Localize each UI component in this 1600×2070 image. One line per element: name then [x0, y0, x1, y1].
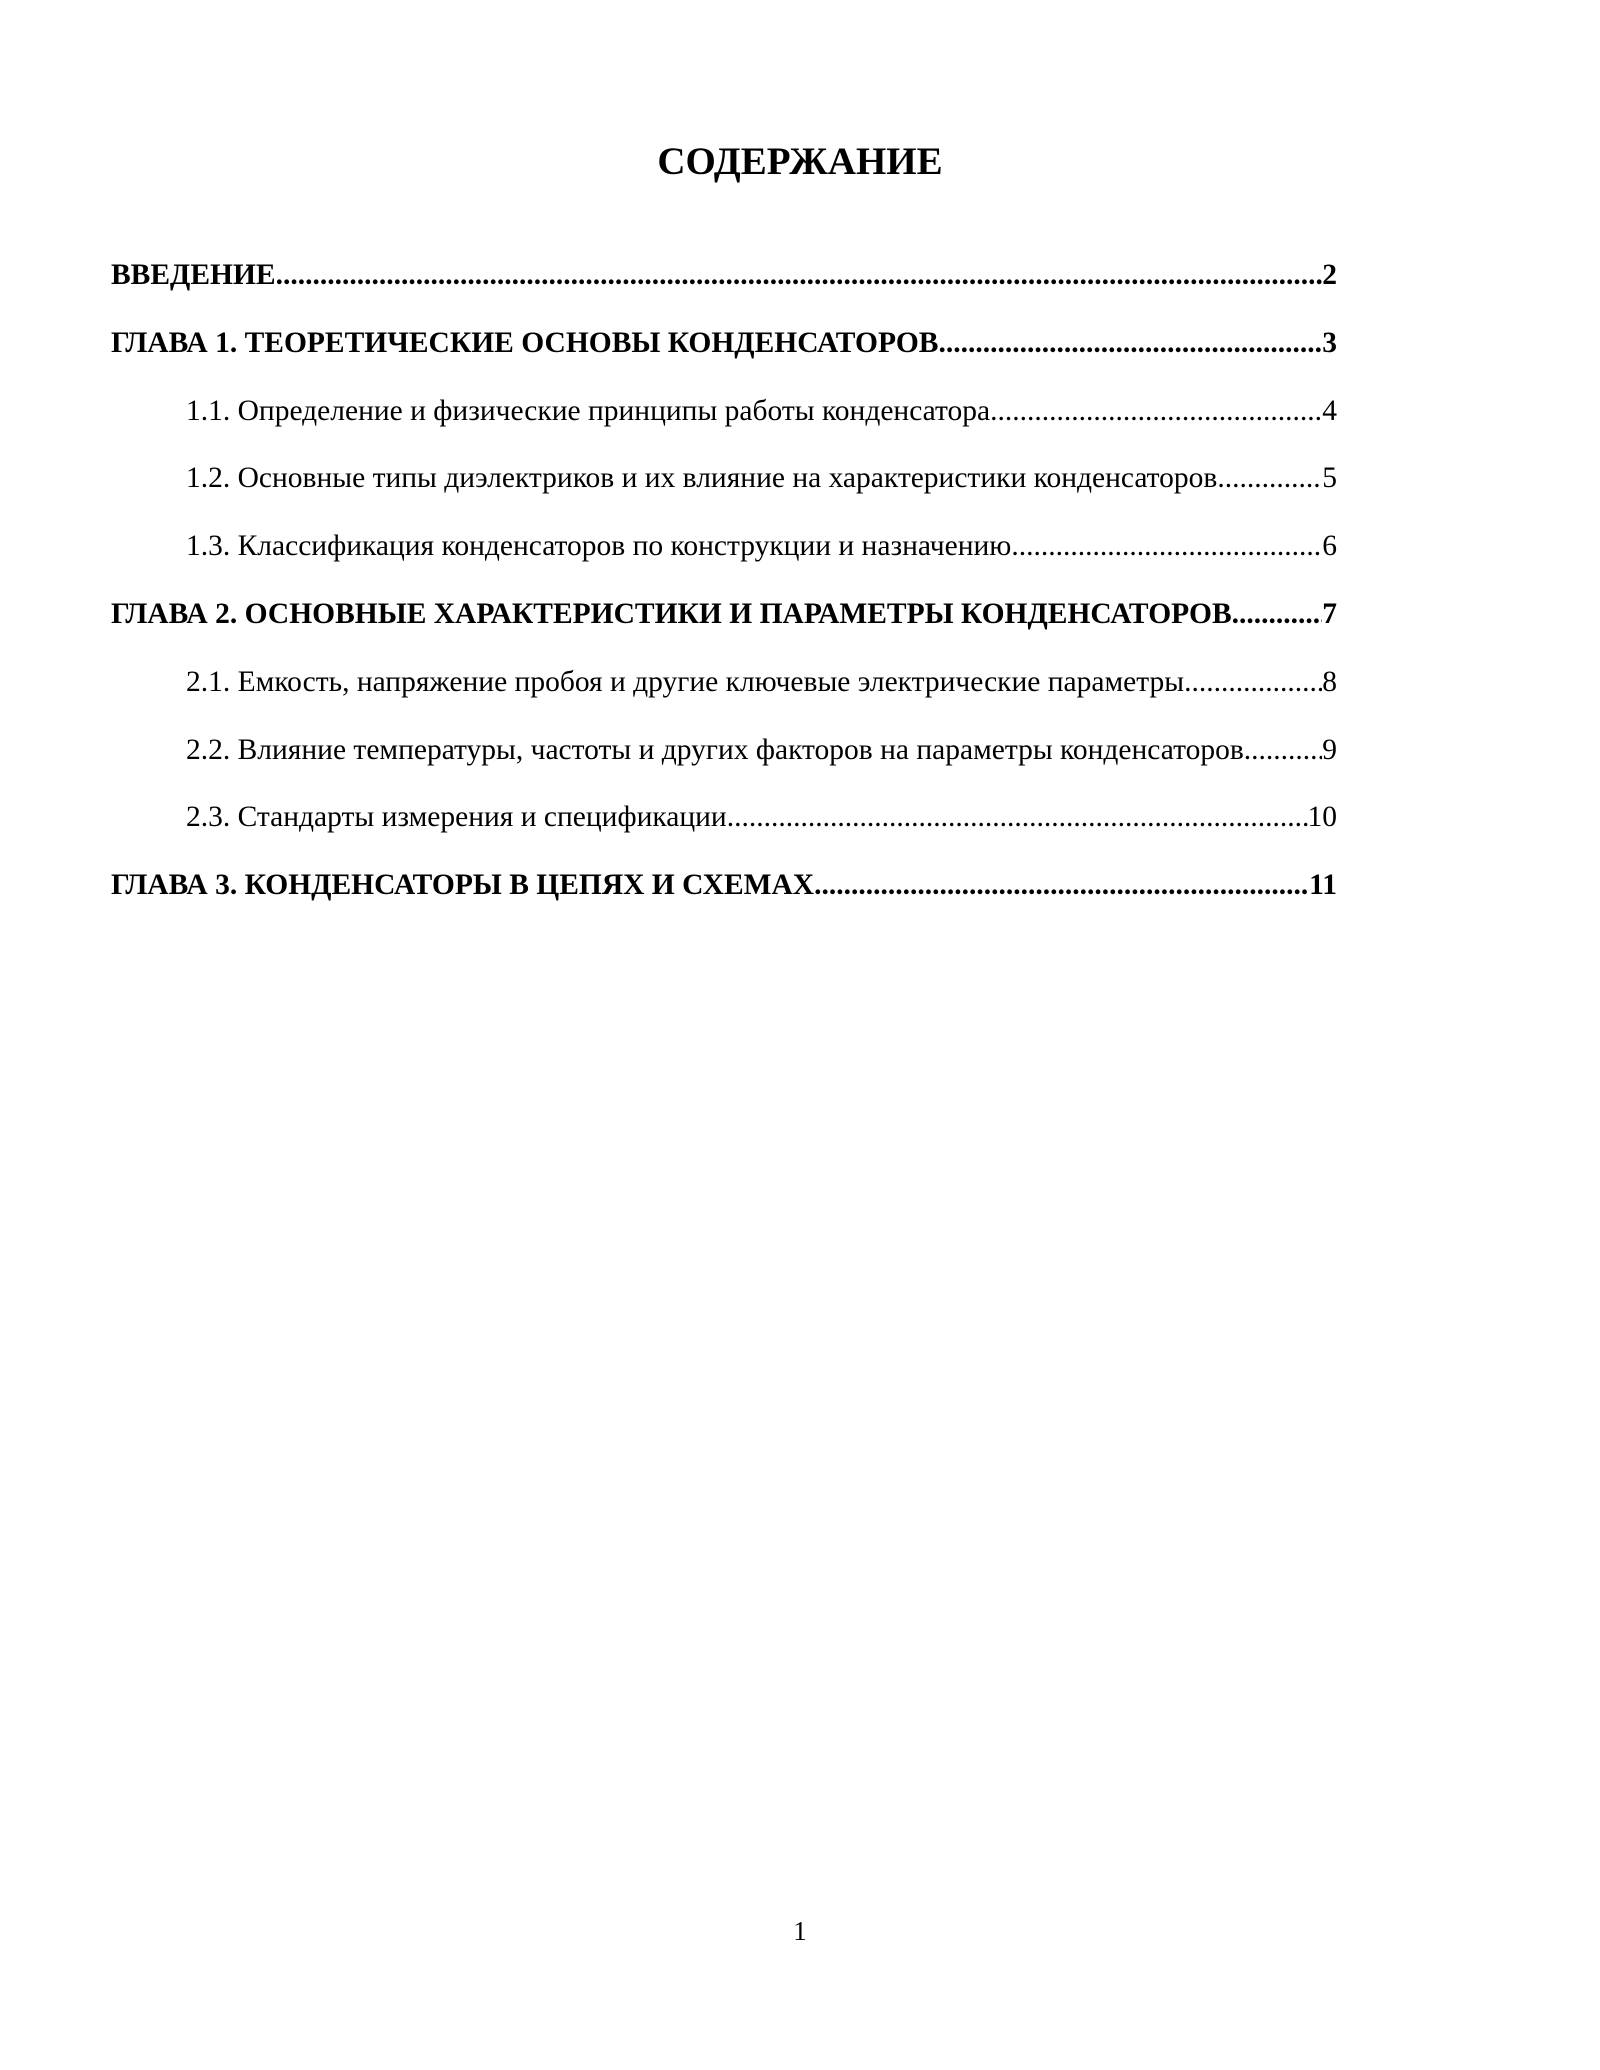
toc-entry-section-1-2[interactable] — [111, 453, 1337, 521]
toc-entry-page: 8 — [1322, 665, 1337, 698]
toc-entry-label: ГЛАВА 2. ОСНОВНЫЕ ХАРАКТЕРИСТИКИ И ПАРАМЕТРЫ КОНДЕНСАТОРОВ — [111, 597, 1232, 630]
toc-entry-chapter-1[interactable] — [111, 318, 1337, 386]
toc-dot-leader — [938, 318, 1322, 368]
toc-dot-leader — [1232, 589, 1323, 639]
toc-entry-page: 2 — [1322, 259, 1337, 291]
toc-entry-page: 4 — [1322, 394, 1337, 427]
page-title: СОДЕРЖАНИЕ — [657, 140, 943, 184]
toc-entry-section-2-2[interactable] — [111, 725, 1337, 793]
toc-dot-leader — [1011, 521, 1322, 571]
toc-dot-leader — [1217, 453, 1322, 503]
toc-dot-leader — [727, 792, 1308, 842]
page-number: 1 — [793, 1916, 807, 1946]
toc-entry-label: 1.3. Классификация конденсаторов по конструкции и назначению — [186, 530, 1012, 563]
toc-entry-page: 7 — [1322, 597, 1337, 630]
toc-entry-page: 9 — [1322, 733, 1337, 766]
toc-entry-page: 6 — [1322, 530, 1337, 563]
toc-entry-label: 2.3. Стандарты измерения и спецификации — [186, 801, 727, 834]
toc-entry-page: 11 — [1309, 869, 1337, 902]
toc-entry-chapter-2[interactable] — [111, 589, 1337, 657]
toc-entry-label: 1.2. Основные типы диэлектриков и их влияние на характеристики конденсаторов — [186, 462, 1218, 495]
toc-entry-chapter-3[interactable] — [111, 860, 1337, 928]
toc-dot-leader — [1244, 725, 1322, 775]
toc-entry-section-2-1[interactable] — [111, 657, 1337, 725]
toc-entry-label: ГЛАВА 1. ТЕОРЕТИЧЕСКИЕ ОСНОВЫ КОНДЕНСАТОРОВ — [111, 326, 939, 359]
toc-entry-section-1-1[interactable] — [111, 386, 1337, 454]
toc-entry-introduction[interactable] — [111, 250, 1337, 318]
toc-entry-label: 1.1. Определение и физические принципы работы конденсатора — [186, 394, 991, 427]
toc-dot-leader — [1184, 657, 1322, 707]
toc-entry-section-1-3[interactable] — [111, 521, 1337, 589]
toc-entry-page: 5 — [1322, 462, 1337, 495]
toc-entry-label: 2.1. Емкость, напряжение пробоя и другие ключевые электрические параметры — [186, 665, 1185, 698]
toc-dot-leader — [276, 250, 1323, 300]
toc-dot-leader — [990, 386, 1322, 436]
toc-entry-label: ВВЕДЕНИЕ — [111, 259, 276, 291]
toc-entry-label: ГЛАВА 3. КОНДЕНСАТОРЫ В ЦЕПЯХ И СХЕМАХ — [111, 869, 815, 902]
toc-entry-label: 2.2. Влияние температуры, частоты и других факторов на параметры конденсаторов — [186, 733, 1244, 766]
toc-entry-page: 3 — [1322, 326, 1337, 359]
toc-entry-page: 10 — [1307, 801, 1337, 834]
table-of-contents — [111, 250, 1337, 928]
toc-entry-section-2-3[interactable] — [111, 792, 1337, 860]
toc-dot-leader — [814, 860, 1309, 910]
